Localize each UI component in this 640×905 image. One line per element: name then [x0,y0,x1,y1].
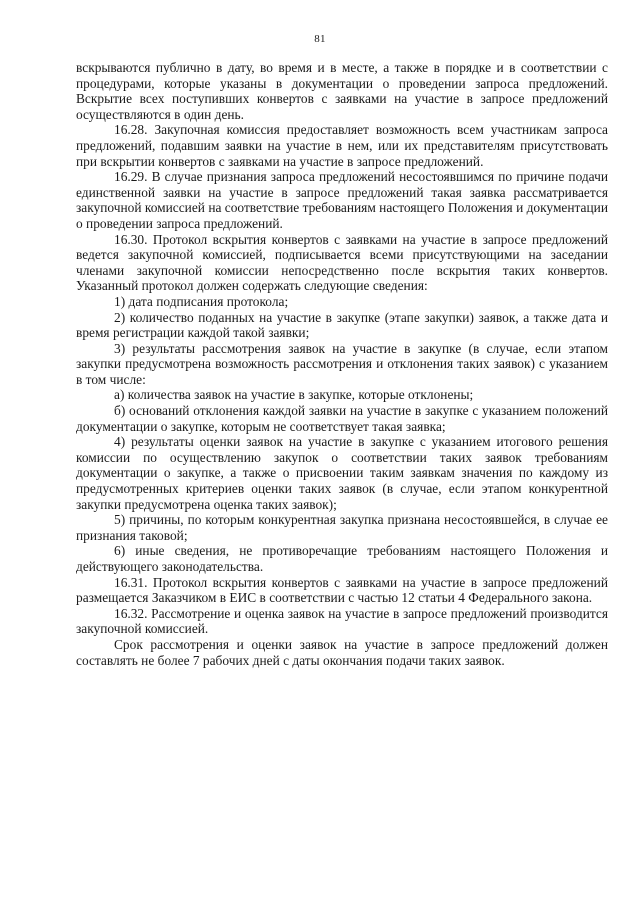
paragraph-deadline: Срок рассмотрения и оценки заявок на участие в запросе предложений должен составлять не более 7 рабочих дней с даты окончания подачи таких заявок. [76,636,608,668]
list-item-1: 1) дата подписания протокола; [114,293,289,309]
sub-item-b: б) оснований отклонения каждой заявки на участие в закупке с указанием положений документации о закупке, которым не соответствует такая заявка; [76,403,608,434]
document-body [76,60,608,668]
page-number: 81 [314,33,326,45]
paragraph-16-31: 16.31. Протокол вскрытия конвертов с заявками на участие в запросе предложений размещается Заказчиком в ЕИС в соответствии с частью 12 статьи 4 Федерального закона. [76,574,608,606]
list-item-4: 4) результаты оценки заявок на участие в закупке с указанием итогового решения комиссии по осуществлению закупок о соответствии таких заявок требованиям документации о закупке, а также о присвоении таким заявкам значения по каждому из предусмотренных критериев оценки таких заявок (в случае, если этапом конкурентной закупки предусмотрена оценка таких заявок); [76,434,608,512]
paragraph-16-29: 16.29. В случае признания запроса предложений несостоявшимся по причине подачи единственной заявки на участие в запросе предложений такая заявка рассматривается закупочной комиссией на соответствие требованиям настоящего Положения и документации о проведении запроса предложений. [76,169,608,231]
sub-item-a: а) количества заявок на участие в закупке, которые отклонены; [114,387,474,403]
paragraph-16-30: 16.30. Протокол вскрытия конвертов с заявками на участие в запросе предложений ведется закупочной комиссией, подписывается всеми присутствующими на заседании членами закупочной комиссии непосредственно после вскрытия таких конвертов. Указанный протокол должен содержать следующие сведения: [76,231,608,294]
paragraph-16-28: 16.28. Закупочная комиссия предоставляет возможность всем участникам запроса предложений, подавшим заявки на участие в нем, или их представителям присутствовать при вскрытии конвертов с заявками на участие в запросе предложений. [76,122,608,169]
paragraph-16-32: 16.32. Рассмотрение и оценка заявок на участие в запросе предложений производится закупочной комиссией. [76,605,608,637]
paragraph-continuation: вскрываются публично в дату, во время и в месте, а также в порядке и в соответствии с процедурами, которые указаны в документации о проведении запроса предложений. Вскрытие всех поступивших конвертов с заявками на участие в запросе предложений осуществляются в один день. [76,60,608,122]
list-item-2: 2) количество поданных на участие в закупке (этапе закупки) заявок, а также дата и время регистрации каждой такой заявки; [76,309,608,341]
list-item-6: 6) иные сведения, не противоречащие требованиям настоящего Положения и действующего законодательства. [76,543,608,574]
list-item-5: 5) причины, по которым конкурентная закупка признана несостоявшейся, в случае ее признания таковой; [76,512,608,543]
list-item-3: 3) результаты рассмотрения заявок на участие в закупке (в случае, если этапом закупки предусмотрена возможность рассмотрения и отклонения таких заявок) с указанием в том числе: [76,340,608,387]
